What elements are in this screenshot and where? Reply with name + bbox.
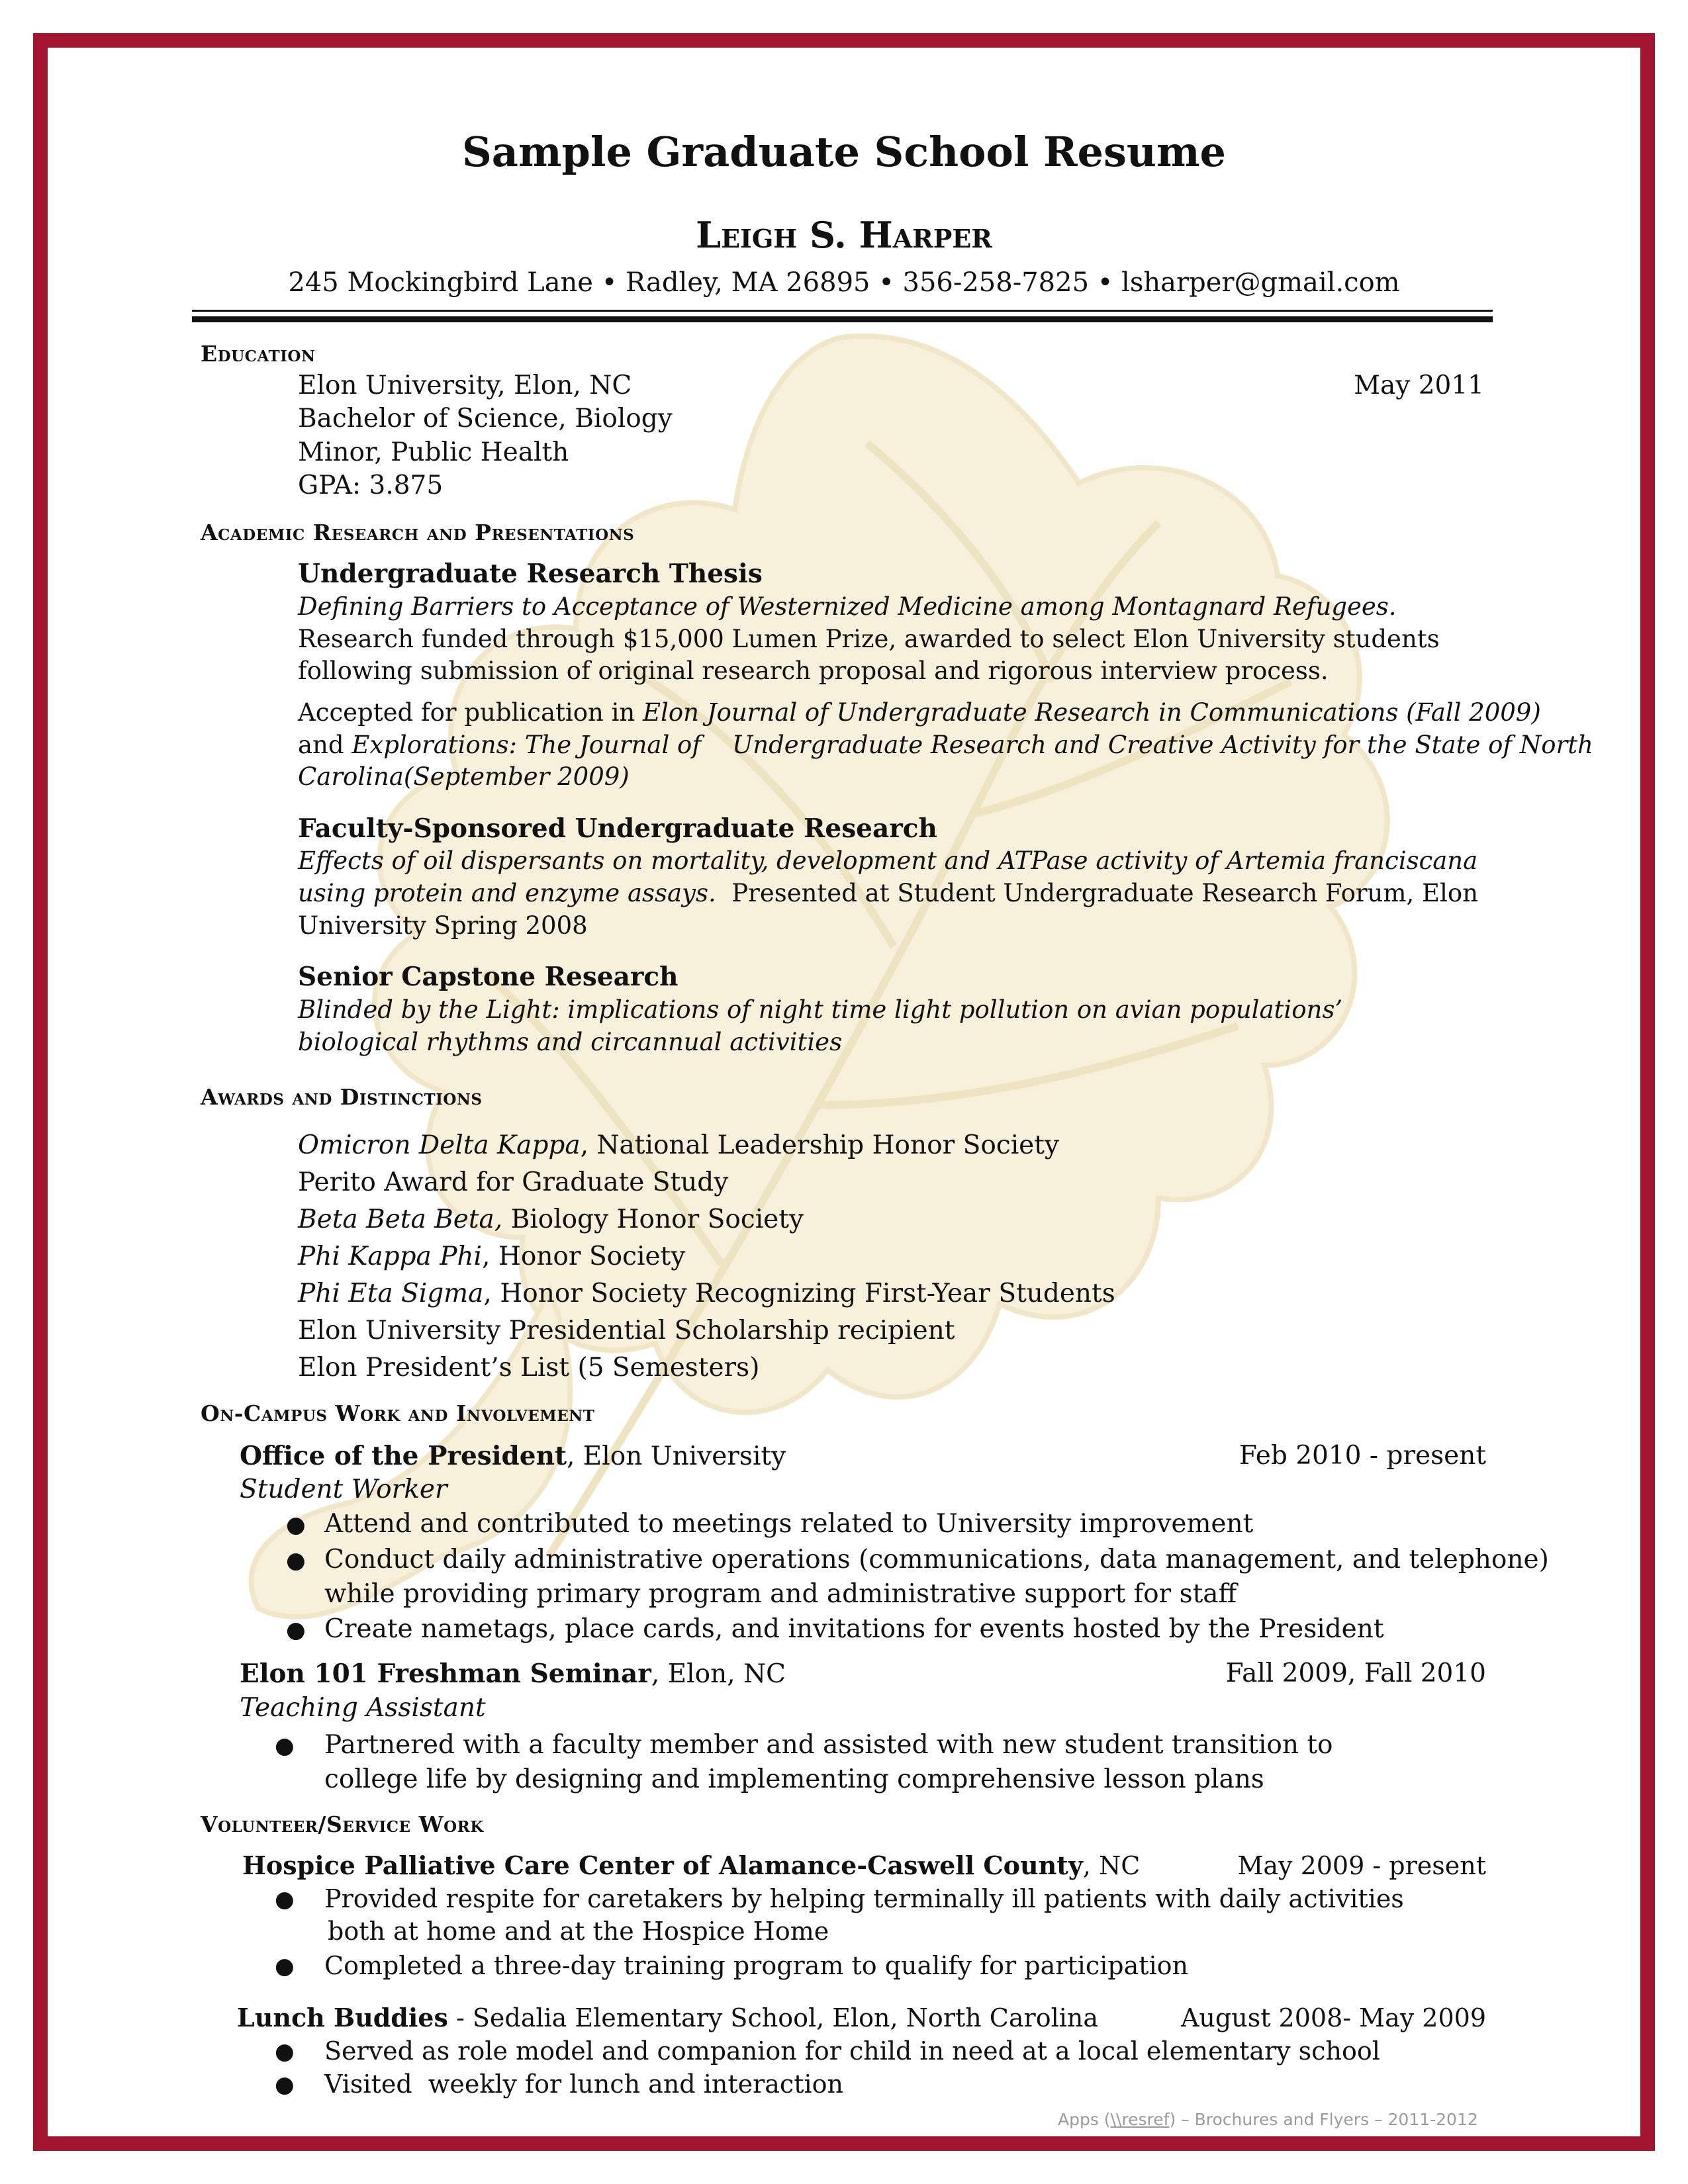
education-date: May 2011 xyxy=(1354,371,1484,400)
award-name-italic: Phi Kappa Phi xyxy=(298,1242,483,1271)
award-description: , Honor Society Recognizing First-Year Students xyxy=(483,1279,1115,1308)
education-gpa: GPA: 3.875 xyxy=(298,471,444,500)
page-footer xyxy=(1058,2103,1478,2136)
applicant-name: Leigh S. Harper xyxy=(696,214,992,256)
publication-prefix: Accepted for publication in xyxy=(298,698,643,727)
job2-org: Elon 101 Freshman Seminar xyxy=(240,1659,651,1689)
bullet-icon: ● xyxy=(286,1617,306,1643)
volunteer2-location: - Sedalia Elementary School, Elon, North Carolina xyxy=(447,2003,1099,2032)
job1-org: Office of the President xyxy=(240,1441,567,1471)
job2-role: Teaching Assistant xyxy=(240,1693,486,1723)
thesis-title: Undergraduate Research Thesis xyxy=(298,559,763,589)
job2-date: Fall 2009, Fall 2010 xyxy=(1225,1659,1486,1688)
footer-suffix: ) – Brochures and Flyers – 2011-2012 xyxy=(1169,2110,1478,2129)
bullet-icon: ● xyxy=(275,2071,295,2098)
award-item xyxy=(298,1201,1115,1238)
volunteer1-org: Hospice Palliative Care Center of Alamance-Caswell County xyxy=(242,1850,1083,1880)
award-description: Elon University Presidential Scholarship recipient xyxy=(298,1316,955,1345)
thesis-line-1: Research funded through $15,000 Lumen Prize, awarded to select Elon University students xyxy=(298,625,1440,653)
section-heading-education: Education xyxy=(201,341,316,367)
education-school: Elon University, Elon, NC xyxy=(298,371,632,400)
bullet-icon: ● xyxy=(286,1547,306,1574)
award-description: Elon President’s List (5 Semesters) xyxy=(298,1353,760,1383)
header-rule-thick xyxy=(192,316,1493,322)
volunteer2-header xyxy=(237,2001,1098,2034)
thesis-line-2: following submission of original research proposal and rigorous interview process. xyxy=(298,657,1329,685)
job2-location: , Elon, NC xyxy=(651,1659,786,1689)
awards-list xyxy=(298,1127,1115,1387)
section-heading-awards: Awards and Distinctions xyxy=(201,1084,483,1110)
award-name-italic: Phi Eta Sigma xyxy=(298,1279,484,1308)
job2-bullet-1b: college life by designing and implementing comprehensive lesson plans xyxy=(324,1764,1264,1794)
volunteer2-org: Lunch Buddies xyxy=(237,2003,448,2032)
award-item xyxy=(298,1164,1115,1201)
award-item xyxy=(298,1275,1115,1312)
publication-and: and xyxy=(298,731,352,759)
faculty-research-topic-2: using protein and enzyme assays. xyxy=(298,879,716,907)
volunteer1-header xyxy=(242,1849,1140,1882)
award-name-italic: Beta Beta Beta, xyxy=(298,1205,503,1234)
education-degree: Bachelor of Science, Biology xyxy=(298,404,673,433)
publication-line-2 xyxy=(298,729,1593,762)
faculty-research-line-3: University Spring 2008 xyxy=(298,911,588,940)
job1-bullet-1: Attend and contributed to meetings related to University improvement xyxy=(324,1509,1254,1539)
job2-header xyxy=(240,1657,786,1691)
award-description: , Honor Society xyxy=(482,1242,686,1271)
faculty-research-topic-1: Effects of oil dispersants on mortality, development and ATPase activity of Artemia franciscana xyxy=(298,846,1478,875)
page-title: Sample Graduate School Resume xyxy=(462,128,1226,176)
section-heading-research: Academic Research and Presentations xyxy=(201,520,635,545)
job1-bullet-3: Create nametags, place cards, and invitations for events hosted by the President xyxy=(324,1614,1384,1644)
publication-journal-1: Elon Journal of Undergraduate Research in Communications (Fall 2009) xyxy=(643,698,1541,727)
section-heading-volunteer: Volunteer/Service Work xyxy=(201,1811,484,1837)
volunteer2-bullet-2: Visited weekly for lunch and interaction xyxy=(324,2070,843,2099)
bullet-icon: ● xyxy=(275,2038,295,2065)
volunteer1-bullet-1b: both at home and at the Hospice Home xyxy=(328,1917,829,1946)
header-rule xyxy=(192,310,1493,312)
volunteer2-date: August 2008- May 2009 xyxy=(1180,2003,1486,2032)
capstone-title: Senior Capstone Research xyxy=(298,962,679,992)
award-description: , National Leadership Honor Society xyxy=(580,1130,1059,1160)
bullet-icon: ● xyxy=(275,1886,295,1913)
award-description: Perito Award for Graduate Study xyxy=(298,1167,729,1197)
volunteer1-date: May 2009 - present xyxy=(1237,1851,1486,1880)
footer-link[interactable]: \\resref xyxy=(1110,2110,1170,2129)
award-item xyxy=(298,1238,1115,1275)
job1-role: Student Worker xyxy=(240,1475,447,1504)
faculty-research-presented: Presented at Student Undergraduate Research Forum, Elon xyxy=(716,879,1478,907)
job1-date: Feb 2010 - present xyxy=(1239,1441,1486,1471)
bullet-icon: ● xyxy=(275,1953,295,1979)
thesis-topic: Defining Barriers to Acceptance of Westernized Medicine among Montagnard Refugees. xyxy=(298,592,1397,621)
job1-bullet-2b: while providing primary program and administrative support for staff xyxy=(324,1579,1237,1609)
bullet-icon: ● xyxy=(286,1512,306,1538)
award-item xyxy=(298,1127,1115,1164)
publication-line-3: Carolina(September 2009) xyxy=(298,762,630,791)
job1-bullet-2a: Conduct daily administrative operations (communications, data management, and telephone) xyxy=(324,1545,1549,1574)
job1-location: , Elon University xyxy=(566,1441,786,1471)
faculty-research-line-2 xyxy=(298,877,1478,910)
job2-bullet-1a: Partnered with a faculty member and assisted with new student transition to xyxy=(324,1730,1333,1760)
award-item xyxy=(298,1312,1115,1349)
volunteer1-location: , NC xyxy=(1082,1851,1141,1880)
education-minor: Minor, Public Health xyxy=(298,437,569,467)
faculty-research-title: Faculty-Sponsored Undergraduate Research xyxy=(298,813,937,844)
volunteer1-bullet-2: Completed a three-day training program to qualify for participation xyxy=(324,1951,1189,1980)
volunteer2-bullet-1: Served as role model and companion for child in need at a local elementary school xyxy=(324,2036,1380,2066)
job1-header xyxy=(240,1439,786,1473)
bullet-icon: ● xyxy=(275,1733,295,1759)
award-name-italic: Omicron Delta Kappa xyxy=(298,1130,581,1160)
capstone-topic-2: biological rhythms and circannual activities xyxy=(298,1028,843,1056)
footer-prefix: Apps ( xyxy=(1058,2110,1111,2129)
contact-line: 245 Mockingbird Lane • Radley, MA 26895 • 356-258-7825 • lsharper@gmail.com xyxy=(288,267,1400,298)
section-heading-campus: On-Campus Work and Involvement xyxy=(201,1400,595,1426)
publication-line-1 xyxy=(298,696,1541,729)
volunteer1-bullet-1a: Provided respite for caretakers by helping terminally ill patients with daily activities xyxy=(324,1884,1404,1913)
publication-journal-2: Explorations: The Journal of Undergraduate Research and Creative Activity for the State of North xyxy=(352,731,1593,759)
award-item xyxy=(298,1349,1115,1387)
capstone-topic-1: Blinded by the Light: implications of night time light pollution on avian populations’ xyxy=(298,995,1343,1024)
award-description: Biology Honor Society xyxy=(502,1205,804,1234)
